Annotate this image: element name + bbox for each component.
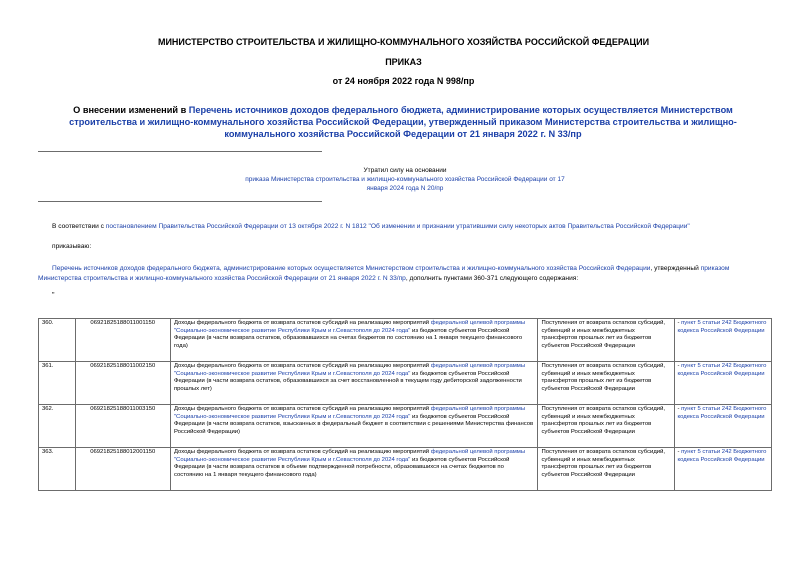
row-description-pre: Доходы федерального бюджета от возврата остатков субсидий на реализацию мероприятий [173, 449, 431, 455]
divider-top [38, 151, 322, 152]
table-row [39, 362, 772, 405]
row-code: 06921825188012001150 [75, 448, 170, 491]
row-description-post: из бюджетов субъектов Российской Федерации (в части возврата остатков в объеме подтвержденной потребности, образовавшихся на счетах бюджетов по состоянию на 1 января текущего финансового года) [173, 456, 510, 478]
row-description [170, 362, 538, 405]
row-source: Поступления от возврата остатков субсидий, субвенций и иных межбюджетных трансфертов прошлых лет из бюджетов субъектов Российской Федерации [538, 405, 674, 448]
order-date: от 24 ноября 2022 года N 998/пр [332, 76, 475, 86]
row-number: 362. [39, 405, 76, 448]
decree-link[interactable]: постановлением Правительства Российской Федерации от 13 октября 2022 г. N 1812 "Об изменении и признании утратившими силу некоторых актов Правительства Российской Федерации" [105, 223, 690, 230]
row-basis [674, 362, 772, 405]
row-description-pre: Доходы федерального бюджета от возврата остатков субсидий на реализацию мероприятий [173, 406, 431, 412]
row-number: 363. [39, 448, 76, 491]
row-basis [674, 405, 772, 448]
income-sources-table [38, 318, 772, 491]
table-row [39, 448, 772, 491]
row-description-pre: Доходы федерального бюджета от возврата остатков субсидий на реализацию мероприятий [173, 363, 431, 369]
list-link[interactable]: Перечень источников доходов федерального бюджета, администрирование которых осуществляется Министерством строительства и жилищно-коммунального хозяйства Российской Федерации [52, 265, 651, 272]
paragraph-amendment-suffix: , дополнить пунктами 360-371 следующего содержания: [405, 274, 579, 282]
ministry-heading: МИНИСТЕРСТВО СТРОИТЕЛЬСТВА И ЖИЛИЩНО-КОММУНАЛЬНОГО ХОЗЯЙСТВА РОССИЙСКОЙ ФЕДЕРАЦИИ [157, 37, 650, 47]
row-source: Поступления от возврата остатков субсидий, субвенций и иных межбюджетных трансфертов прошлых лет из бюджетов субъектов Российской Федерации [538, 448, 674, 491]
budget-code-link[interactable]: пункт 5 статьи 242 Бюджетного кодекса Российской Федерации [677, 320, 767, 334]
paragraph-order: приказываю: [52, 243, 92, 250]
title-link[interactable]: Перечень источников доходов федерального бюджета, администрирование которых осуществляется Министерством строительства и жилищно-коммунального хозяйства Российской Федерации, утвержденный приказом Министерства строительства и жилищно-коммунального хозяйства Российской Федерации от 21 января 2022 г. N 33/пр [69, 105, 737, 139]
repeal-label: Утратил силу на основании [363, 167, 447, 174]
paragraph-basis [52, 222, 772, 232]
order-heading: ПРИКАЗ [385, 57, 422, 67]
row-source: Поступления от возврата остатков субсидий, субвенций и иных межбюджетных трансфертов прошлых лет из бюджетов субъектов Российской Федерации [538, 319, 674, 362]
table-row [39, 405, 772, 448]
row-code: 06921825188011001150 [75, 319, 170, 362]
opening-quote: " [52, 292, 55, 299]
program-link[interactable]: федеральной целевой программы "Социально-экономическое развитие Республики Крым и г.Севастополя до 2024 года" [173, 406, 526, 420]
row-description [170, 405, 538, 448]
row-description [170, 448, 538, 491]
row-basis [674, 319, 772, 362]
row-source: Поступления от возврата остатков субсидий, субвенций и иных межбюджетных трансфертов прошлых лет из бюджетов субъектов Российской Федерации [538, 362, 674, 405]
budget-code-link[interactable]: пункт 5 статьи 242 Бюджетного кодекса Российской Федерации [677, 363, 767, 377]
row-description-post: из бюджетов субъектов Российской Федерации (в части возврата остатков, взысканных в федеральный бюджет в соответствии с решениями Министерства финансов Российской Федерации) [173, 413, 534, 435]
order-link[interactable]: приказом Министерства строительства и жилищно-коммунального хозяйства Российской Федерации от 21 января 2022 г. N 33/пр [38, 265, 730, 282]
program-link[interactable]: федеральной целевой программы "Социально-экономическое развитие Республики Крым и г.Севастополя до 2024 года" [173, 449, 526, 463]
row-basis [674, 448, 772, 491]
row-basis-dash: - [677, 363, 682, 369]
budget-code-link[interactable]: пункт 5 статьи 242 Бюджетного кодекса Российской Федерации [677, 449, 767, 463]
paragraph-basis-prefix: В соответствии с [52, 223, 106, 230]
row-basis-dash: - [677, 406, 682, 412]
row-code: 06921825188011003150 [75, 405, 170, 448]
program-link[interactable]: федеральной целевой программы "Социально-экономическое развитие Республики Крым и г.Севастополя до 2024 года" [173, 320, 526, 334]
row-basis-dash: - [677, 449, 682, 455]
row-description [170, 319, 538, 362]
repeal-link[interactable]: приказа Министерства строительства и жилищно-коммунального хозяйства Российской Федерации от 17 января 2024 года N 20/пр [245, 176, 565, 192]
table-row [39, 319, 772, 362]
budget-code-link[interactable]: пункт 5 статьи 242 Бюджетного кодекса Российской Федерации [677, 406, 767, 420]
row-basis-dash: - [677, 320, 682, 326]
title-prefix: О внесении изменений в [73, 105, 189, 115]
document-title [38, 104, 768, 140]
row-description-post: из бюджетов субъектов Российской Федерации (в части возврата остатков, образовавшихся за счет восстановленной в текущем году дебиторской задолженности прошлых лет) [173, 370, 522, 392]
row-number: 360. [39, 319, 76, 362]
row-description-post: из бюджетов субъектов Российской Федерации (в части возврата остатков, образовавшихся на счетах бюджетов по состоянию на 1 января текущего финансового года) [173, 327, 523, 349]
divider-bottom [38, 201, 322, 202]
paragraph-amendment-mid: , утвержденный [650, 265, 701, 272]
program-link[interactable]: федеральной целевой программы "Социально-экономическое развитие Республики Крым и г.Севастополя до 2024 года" [173, 363, 526, 377]
row-description-pre: Доходы федерального бюджета от возврата остатков субсидий на реализацию мероприятий [173, 320, 431, 326]
row-number: 361. [39, 362, 76, 405]
row-code: 06921825188011002150 [75, 362, 170, 405]
paragraph-amendment [38, 264, 772, 283]
repeal-notice [240, 166, 570, 193]
